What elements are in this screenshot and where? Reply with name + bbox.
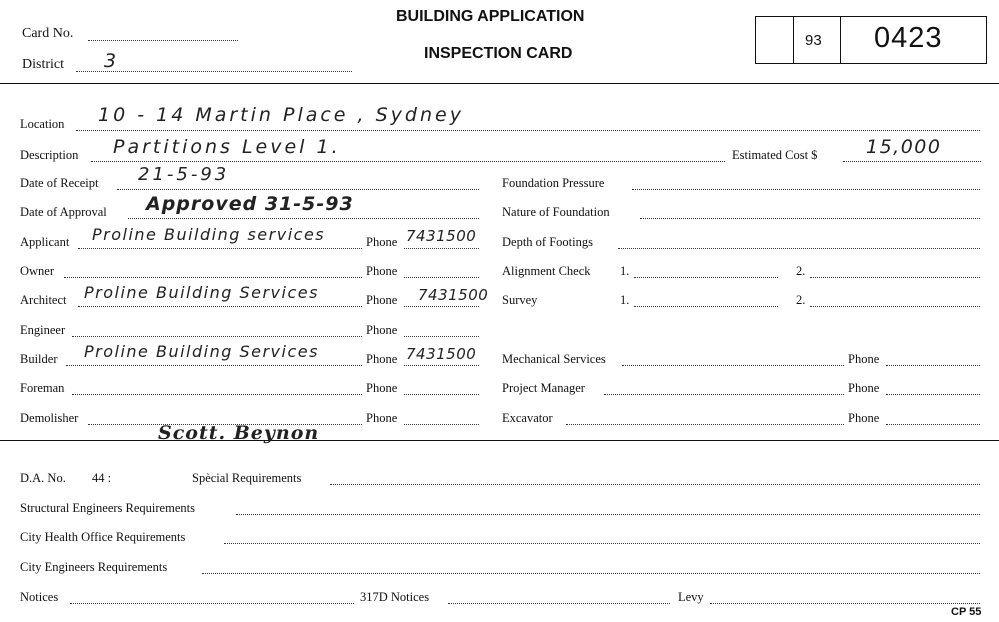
builder-label: Builder bbox=[20, 352, 58, 366]
owner-phone-line bbox=[404, 277, 479, 278]
location-value: 10 - 14 Martin Place , Sydney bbox=[98, 104, 464, 126]
estimated-cost-label: Estimated Cost $ bbox=[732, 148, 818, 162]
estimated-cost-line bbox=[843, 161, 981, 162]
survey-num-2: 2. bbox=[796, 293, 806, 307]
notices-317d-label: 317D Notices bbox=[360, 590, 430, 604]
date-receipt-line bbox=[117, 189, 479, 190]
excavator-phone-line bbox=[886, 424, 980, 425]
form-title-line1: BUILDING APPLICATION bbox=[396, 8, 585, 25]
da-no-label: D.A. No. bbox=[20, 471, 66, 485]
structural-requirements-line bbox=[236, 514, 980, 515]
date-receipt-value: 21-5-93 bbox=[138, 164, 230, 185]
builder-value: Proline Building Services bbox=[84, 342, 319, 361]
notices-label: Notices bbox=[20, 590, 59, 604]
demolisher-label: Demolisher bbox=[20, 411, 79, 425]
depth-footings-line bbox=[618, 248, 980, 249]
city-health-requirements-label: City Health Office Requirements bbox=[20, 530, 186, 544]
nature-foundation-label: Nature of Foundation bbox=[502, 205, 610, 219]
architect-value: Proline Building Services bbox=[84, 283, 319, 302]
description-label: Description bbox=[20, 148, 79, 162]
foreman-phone-label: Phone bbox=[366, 381, 398, 395]
city-engineers-requirements-label: City Engineers Requirements bbox=[20, 560, 168, 574]
date-receipt-label: Date of Receipt bbox=[20, 176, 99, 190]
header-rule bbox=[0, 83, 999, 84]
owner-phone-label: Phone bbox=[366, 264, 398, 278]
location-label: Location bbox=[20, 117, 65, 131]
description-line bbox=[91, 161, 725, 162]
survey-line-2 bbox=[810, 306, 980, 307]
da-no-value: 44 : bbox=[92, 471, 112, 485]
excavator-phone-label: Phone bbox=[848, 411, 880, 425]
excavator-label: Excavator bbox=[502, 411, 553, 425]
foreman-line bbox=[72, 394, 362, 395]
applicant-value: Proline Building services bbox=[92, 225, 326, 244]
estimated-cost-value: 15,000 bbox=[866, 136, 942, 158]
architect-phone-value: 7431500 bbox=[418, 286, 489, 304]
levy-label: Levy bbox=[678, 590, 704, 604]
foreman-phone-line bbox=[404, 394, 479, 395]
card-number-divider-2 bbox=[840, 16, 841, 64]
builder-phone-value: 7431500 bbox=[406, 345, 477, 363]
form-code: CP 55 bbox=[951, 606, 982, 618]
architect-line bbox=[78, 306, 362, 307]
owner-line bbox=[64, 277, 362, 278]
date-approval-line bbox=[128, 218, 479, 219]
notices-317d-line bbox=[448, 603, 670, 604]
alignment-check-label: Alignment Check bbox=[502, 264, 591, 278]
section-rule bbox=[0, 440, 999, 441]
applicant-phone-line bbox=[404, 248, 479, 249]
signature: Scott. Beynon bbox=[158, 422, 320, 444]
card-number-divider-1 bbox=[793, 16, 794, 64]
project-manager-phone-label: Phone bbox=[848, 381, 880, 395]
demolisher-phone-label: Phone bbox=[366, 411, 398, 425]
alignment-check-line-1 bbox=[634, 277, 778, 278]
survey-line-1 bbox=[634, 306, 778, 307]
architect-phone-label: Phone bbox=[366, 293, 398, 307]
survey-label: Survey bbox=[502, 293, 538, 307]
survey-num-1: 1. bbox=[620, 293, 630, 307]
mechanical-services-line bbox=[622, 365, 844, 366]
applicant-phone-label: Phone bbox=[366, 235, 398, 249]
owner-label: Owner bbox=[20, 264, 55, 278]
card-no-line bbox=[88, 40, 238, 41]
project-manager-line bbox=[604, 394, 844, 395]
engineer-phone-label: Phone bbox=[366, 323, 398, 337]
mechanical-phone-line bbox=[886, 365, 980, 366]
alignment-check-num-2: 2. bbox=[796, 264, 806, 278]
city-health-requirements-line bbox=[224, 543, 980, 544]
demolisher-phone-line bbox=[404, 424, 479, 425]
builder-phone-line bbox=[404, 365, 479, 366]
mechanical-services-label: Mechanical Services bbox=[502, 352, 606, 366]
alignment-check-num-1: 1. bbox=[620, 264, 630, 278]
description-value: Partitions Level 1. bbox=[113, 136, 341, 158]
applicant-phone-value: 7431500 bbox=[406, 227, 477, 245]
builder-phone-label: Phone bbox=[366, 352, 398, 366]
engineer-line bbox=[72, 336, 362, 337]
engineer-phone-line bbox=[404, 336, 479, 337]
foundation-pressure-label: Foundation Pressure bbox=[502, 176, 605, 190]
location-line bbox=[76, 130, 980, 131]
project-manager-phone-line bbox=[886, 394, 980, 395]
date-approval-value: Approved 31-5-93 bbox=[146, 193, 354, 215]
structural-requirements-label: Structural Engineers Requirements bbox=[20, 501, 195, 515]
card-year: 93 bbox=[805, 32, 822, 49]
architect-label: Architect bbox=[20, 293, 67, 307]
card-number: 0423 bbox=[874, 22, 943, 54]
levy-line bbox=[710, 603, 980, 604]
nature-foundation-line bbox=[640, 218, 980, 219]
notices-line bbox=[70, 603, 354, 604]
district-value: 3 bbox=[104, 50, 118, 72]
mechanical-phone-label: Phone bbox=[848, 352, 880, 366]
builder-line bbox=[66, 365, 362, 366]
city-engineers-requirements-line bbox=[202, 573, 980, 574]
district-label: District bbox=[22, 57, 64, 72]
foundation-pressure-line bbox=[632, 189, 980, 190]
project-manager-label: Project Manager bbox=[502, 381, 585, 395]
architect-phone-line bbox=[404, 306, 479, 307]
excavator-line bbox=[566, 424, 844, 425]
applicant-label: Applicant bbox=[20, 235, 70, 249]
applicant-line bbox=[78, 248, 362, 249]
special-requirements-label: Spècial Requirements bbox=[192, 471, 302, 485]
card-number-box bbox=[755, 16, 987, 64]
card-no-label: Card No. bbox=[22, 26, 74, 41]
engineer-label: Engineer bbox=[20, 323, 66, 337]
depth-footings-label: Depth of Footings bbox=[502, 235, 593, 249]
date-approval-label: Date of Approval bbox=[20, 205, 107, 219]
foreman-label: Foreman bbox=[20, 381, 65, 395]
alignment-check-line-2 bbox=[810, 277, 980, 278]
special-requirements-line bbox=[330, 484, 980, 485]
form-title-line2: INSPECTION CARD bbox=[424, 45, 573, 62]
